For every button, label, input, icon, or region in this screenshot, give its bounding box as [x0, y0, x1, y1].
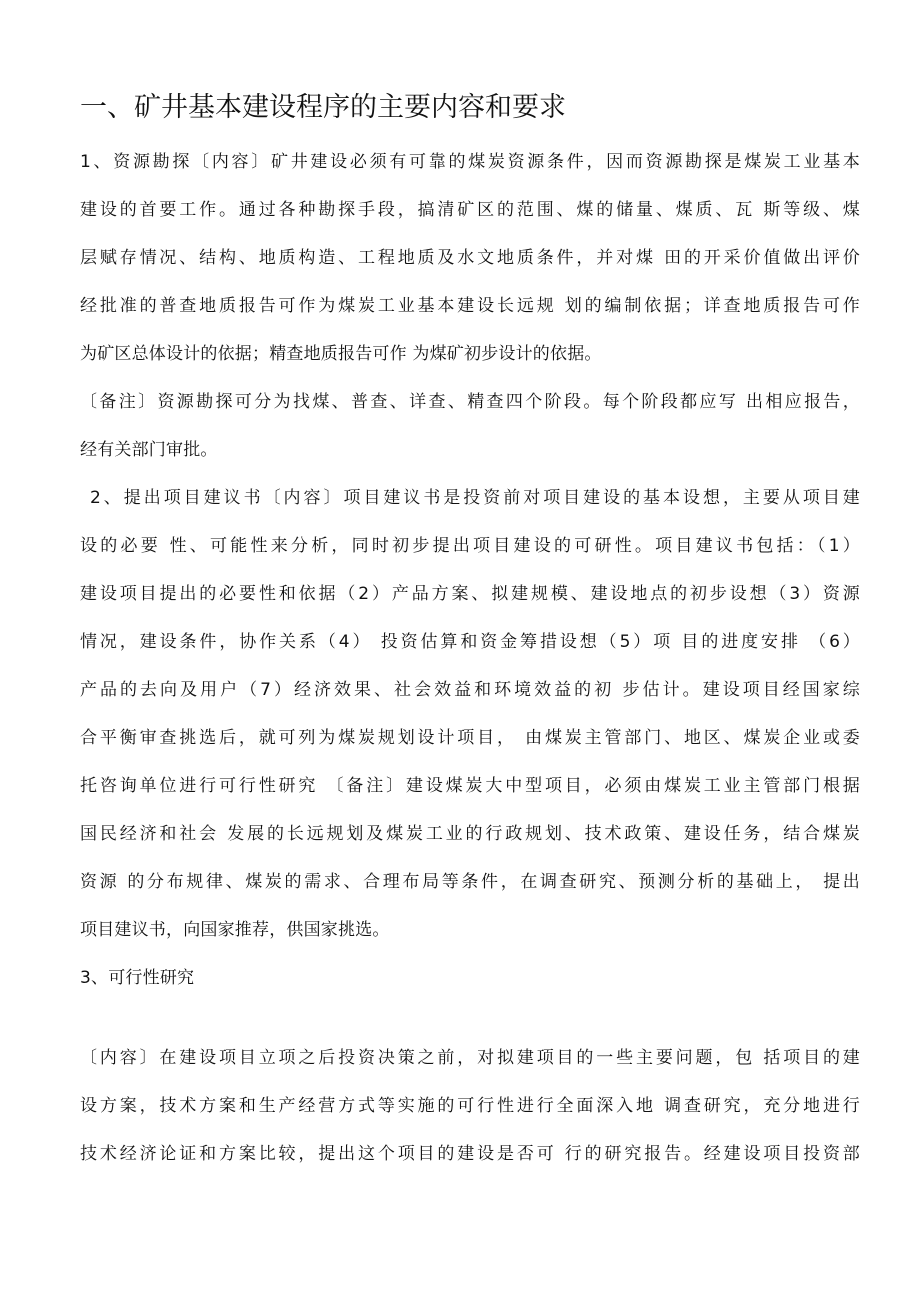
text-line: 技术经济论证和方案比较，提出这个项目的建设是否可 行的研究报告。经建设项目投资部 [80, 1144, 860, 1164]
text-line: 国民经济和社会 发展的长远规划及煤炭工业的行政规划、技术政策、建设任务，结合煤炭 [80, 824, 860, 844]
text-line: 设的必要 性、可能性来分析，同时初步提出项目建设的可研性。项目建议书包括：（1） [80, 536, 860, 556]
text-line: 产品的去向及用户（7）经济效果、社会效益和环境效益的初 步估计。建设项目经国家综 [80, 680, 860, 700]
text-line: 建设项目提出的必要性和依据（2）产品方案、拟建规模、建设地点的初步设想（3）资源 [80, 584, 860, 604]
text-line: 合平衡审查挑选后，就可列为煤炭规划设计项目， 由煤炭主管部门、地区、煤炭企业或委 [80, 728, 860, 748]
text-line: 1、资源勘探〔内容〕矿井建设必须有可靠的煤炭资源条件，因而资源勘探是煤炭工业基本 [80, 152, 860, 172]
text-line: 为矿区总体设计的依据；精查地质报告可作 为煤矿初步设计的依据。 [80, 344, 602, 364]
text-line: 2、提出项目建议书〔内容〕项目建议书是投资前对项目建设的基本设想，主要从项目建 [90, 488, 860, 508]
text-line: 情况，建设条件，协作关系（4） 投资估算和资金筹措设想（5）项 目的进度安排 （6） [80, 632, 860, 652]
paragraph-feasibility-content [80, 1034, 860, 1178]
subheading-feasibility-study [80, 954, 860, 1002]
paragraph-project-proposal [80, 474, 860, 954]
text-line: 经批准的普查地质报告可作为煤炭工业基本建设长远规 划的编制依据；详查地质报告可作 [80, 296, 860, 316]
text-line: 经有关部门审批。 [80, 440, 218, 460]
text-line: 托咨询单位进行可行性研究 〔备注〕建设煤炭大中型项目，必须由煤炭工业主管部门根据 [80, 776, 860, 796]
text-line: 3、可行性研究 [80, 968, 195, 988]
text-line: 〔备注〕资源勘探可分为找煤、普查、详查、精查四个阶段。每个阶段都应写 出相应报告， [80, 392, 860, 412]
text-line: 建设的首要工作。通过各种勘探手段，搞清矿区的范围、煤的储量、煤质、瓦 斯等级、煤 [80, 200, 860, 220]
text-line: 项目建议书，向国家推荐，供国家挑选。 [80, 920, 390, 940]
text-line: 资源 的分布规律、煤炭的需求、合理布局等条件，在调查研究、预测分析的基础上， 提出 [80, 872, 860, 892]
paragraph-resource-exploration [80, 138, 860, 378]
text-line: 设方案，技术方案和生产经营方式等实施的可行性进行全面深入地 调查研究，充分地进行 [80, 1096, 860, 1116]
text-line: 〔内容〕在建设项目立项之后投资决策之前，对拟建项目的一些主要问题，包 括项目的建 [80, 1048, 860, 1068]
text-line: 层赋存情况、结构、地质构造、工程地质及水文地质条件，并对煤 田的开采价值做出评价 [80, 248, 860, 268]
paragraph-exploration-note [80, 378, 860, 474]
section-heading: 一、矿井基本建设程序的主要内容和要求 [80, 92, 566, 123]
